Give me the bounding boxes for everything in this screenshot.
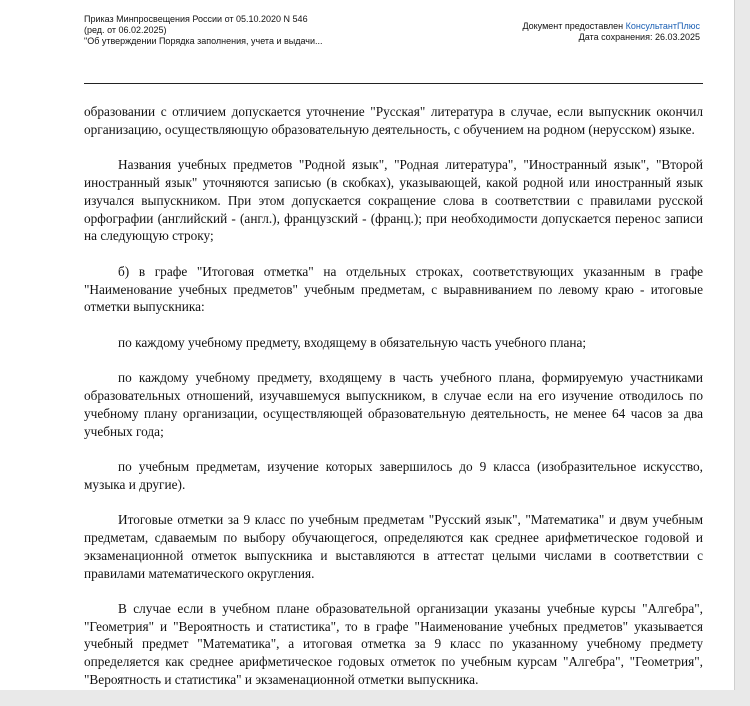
paragraph: Итоговые отметки за 9 класс по учебным предметам "Русский язык", "Математика" и двум учебным предметам, сдаваемым по выбору обучающегося, определяются как среднее арифметическое годовой и экзаменационной отметок выпускника и выставляются в аттестат целыми числами в соответствии с правилами математического округления. (84, 512, 703, 581)
paragraph: Названия учебных предметов "Родной язык", "Родная литература", "Иностранный язык", "Второй иностранный язык" уточняются записью (в скобках), указывающей, какой родной или иностранный язык изучался выпускником. При этом допускается сокращение слова в соответствии с правилами русской орфографии (английский - (англ.), французский - (франц.); при необходимости допускается перенос записи на следующую строку; (84, 157, 703, 244)
order-title: Приказ Минпросвещения России от 05.10.2020 N 546 (84, 14, 308, 24)
provided-prefix: Документ предоставлен (522, 21, 626, 31)
paragraph: по каждому учебному предмету, входящему в обязательную часть учебного плана; (118, 334, 587, 350)
paragraph: образовании с отличием допускается уточнение "Русская" литература в случае, если выпускник окончил организацию, осуществляющую образовательную деятельность, с обучением на родном (нерусском) языке. (84, 104, 703, 137)
order-subject: "Об утверждении Порядка заполнения, учета и выдачи... (84, 36, 323, 46)
provider-line (522, 21, 700, 32)
save-date: Дата сохранения: 26.03.2025 (578, 32, 700, 42)
document-header-reference (84, 14, 323, 47)
document-header-provider (522, 21, 700, 43)
paragraph: по учебным предметам, изучение которых завершилось до 9 класса (изобразительное искусство, музыка и другие). (84, 458, 703, 492)
document-body (84, 103, 703, 706)
paragraph: по каждому учебному предмету, входящему в часть учебного плана, формируемую участниками образовательных отношений, изучавшемуся выпускником, в случае если на его изучение отводилось по учебному плану организации, осуществляющей образовательную деятельность, не менее 64 часов за два учебных года; (84, 370, 703, 439)
header-divider (84, 83, 703, 84)
paragraph: В случае если в учебном плане образовательной организации указаны учебные курсы "Алгебра", "Геометрия" и "Вероятность и статистика", то в графе "Наименование учебных предметов" указывается учебный предмет "Математика", а итоговая отметка за 9 класс по указанному учебному предмету определяется как среднее арифметическое годовых отметок по учебным курсам "Алгебра", "Геометрия", "Вероятность и статистика" и экзаменационной отметки выпускника. (84, 600, 703, 688)
revision-date: (ред. от 06.02.2025) (84, 25, 167, 35)
provider-link[interactable]: КонсультантПлюс (625, 21, 700, 31)
paragraph: б) в графе "Итоговая отметка" на отдельных строках, соответствующих указанным в графе "Наименование учебных предметов" учебным предметам, с выравниванием по левому краю - итоговые отметки выпускника: (84, 263, 703, 315)
